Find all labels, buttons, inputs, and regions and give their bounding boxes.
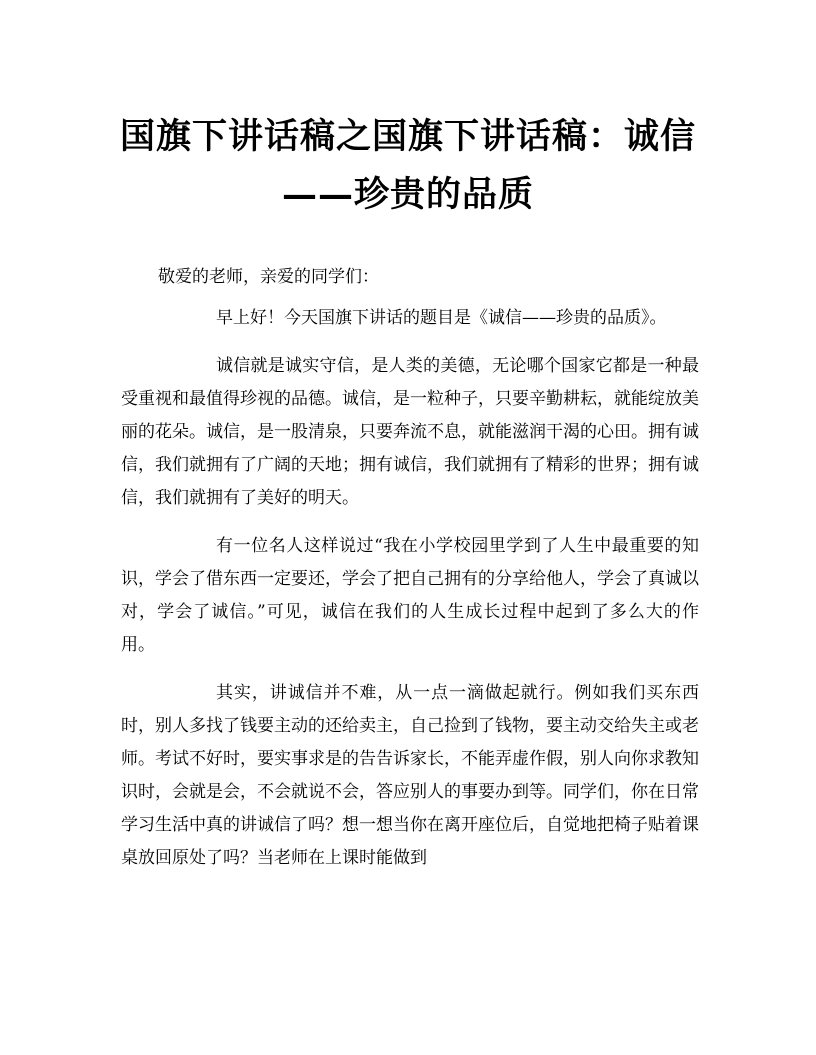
paragraph-definition: 诚信就是诚实守信，是人类的美德，无论哪个国家它都是一种最受重视和最值得珍视的品德。诚信，是一粒种子，只要辛勤耕耘，就能绽放美丽的花朵。诚信，是一股清泉，只要奔流不息，就能滋润干渴的心田。拥有诚信，我们就拥有了广阔的天地；拥有诚信，我们就拥有了精彩的世界；拥有诚信，我们就拥有了美好的明天。 <box>121 356 699 508</box>
document-body <box>121 302 699 890</box>
document-title <box>0 108 816 224</box>
salutation: 敬爱的老师，亲爱的同学们： <box>158 267 379 287</box>
paragraph-greeting: 早上好！今天国旗下讲话的题目是《诚信——珍贵的品质》。 <box>216 308 667 328</box>
title-line-1: 国旗下讲话稿之国旗下讲话稿：诚信 <box>119 116 696 157</box>
paragraph-examples: 其实，讲诚信并不难，从一点一滴做起就行。例如我们买东西时，别人多找了钱要主动的还给卖主，自己捡到了钱物，要主动交给失主或老师。考试不好时，要实事求是的告告诉家长，不能弄虚作假，别人向你求教知识时，会就是会，不会就说不会，答应别人的事要办到等。同学们，你在日常学习生活中真的讲诚信了吗？想一想当你在离开座位后，自觉地把椅子贴着课桌放回原处了吗？当老师在上课时能做到 <box>121 683 699 868</box>
paragraph-quote: 有一位名人这样说过“我在小学校园里学到了人生中最重要的知识，学会了借东西一定要还，学会了把自己拥有的分享给他人，学会了真诚以对，学会了诚信。”可见，诚信在我们的人生成长过程中起到了多么大的作用。 <box>121 536 699 655</box>
title-line-2: ——珍贵的品质 <box>281 174 534 215</box>
